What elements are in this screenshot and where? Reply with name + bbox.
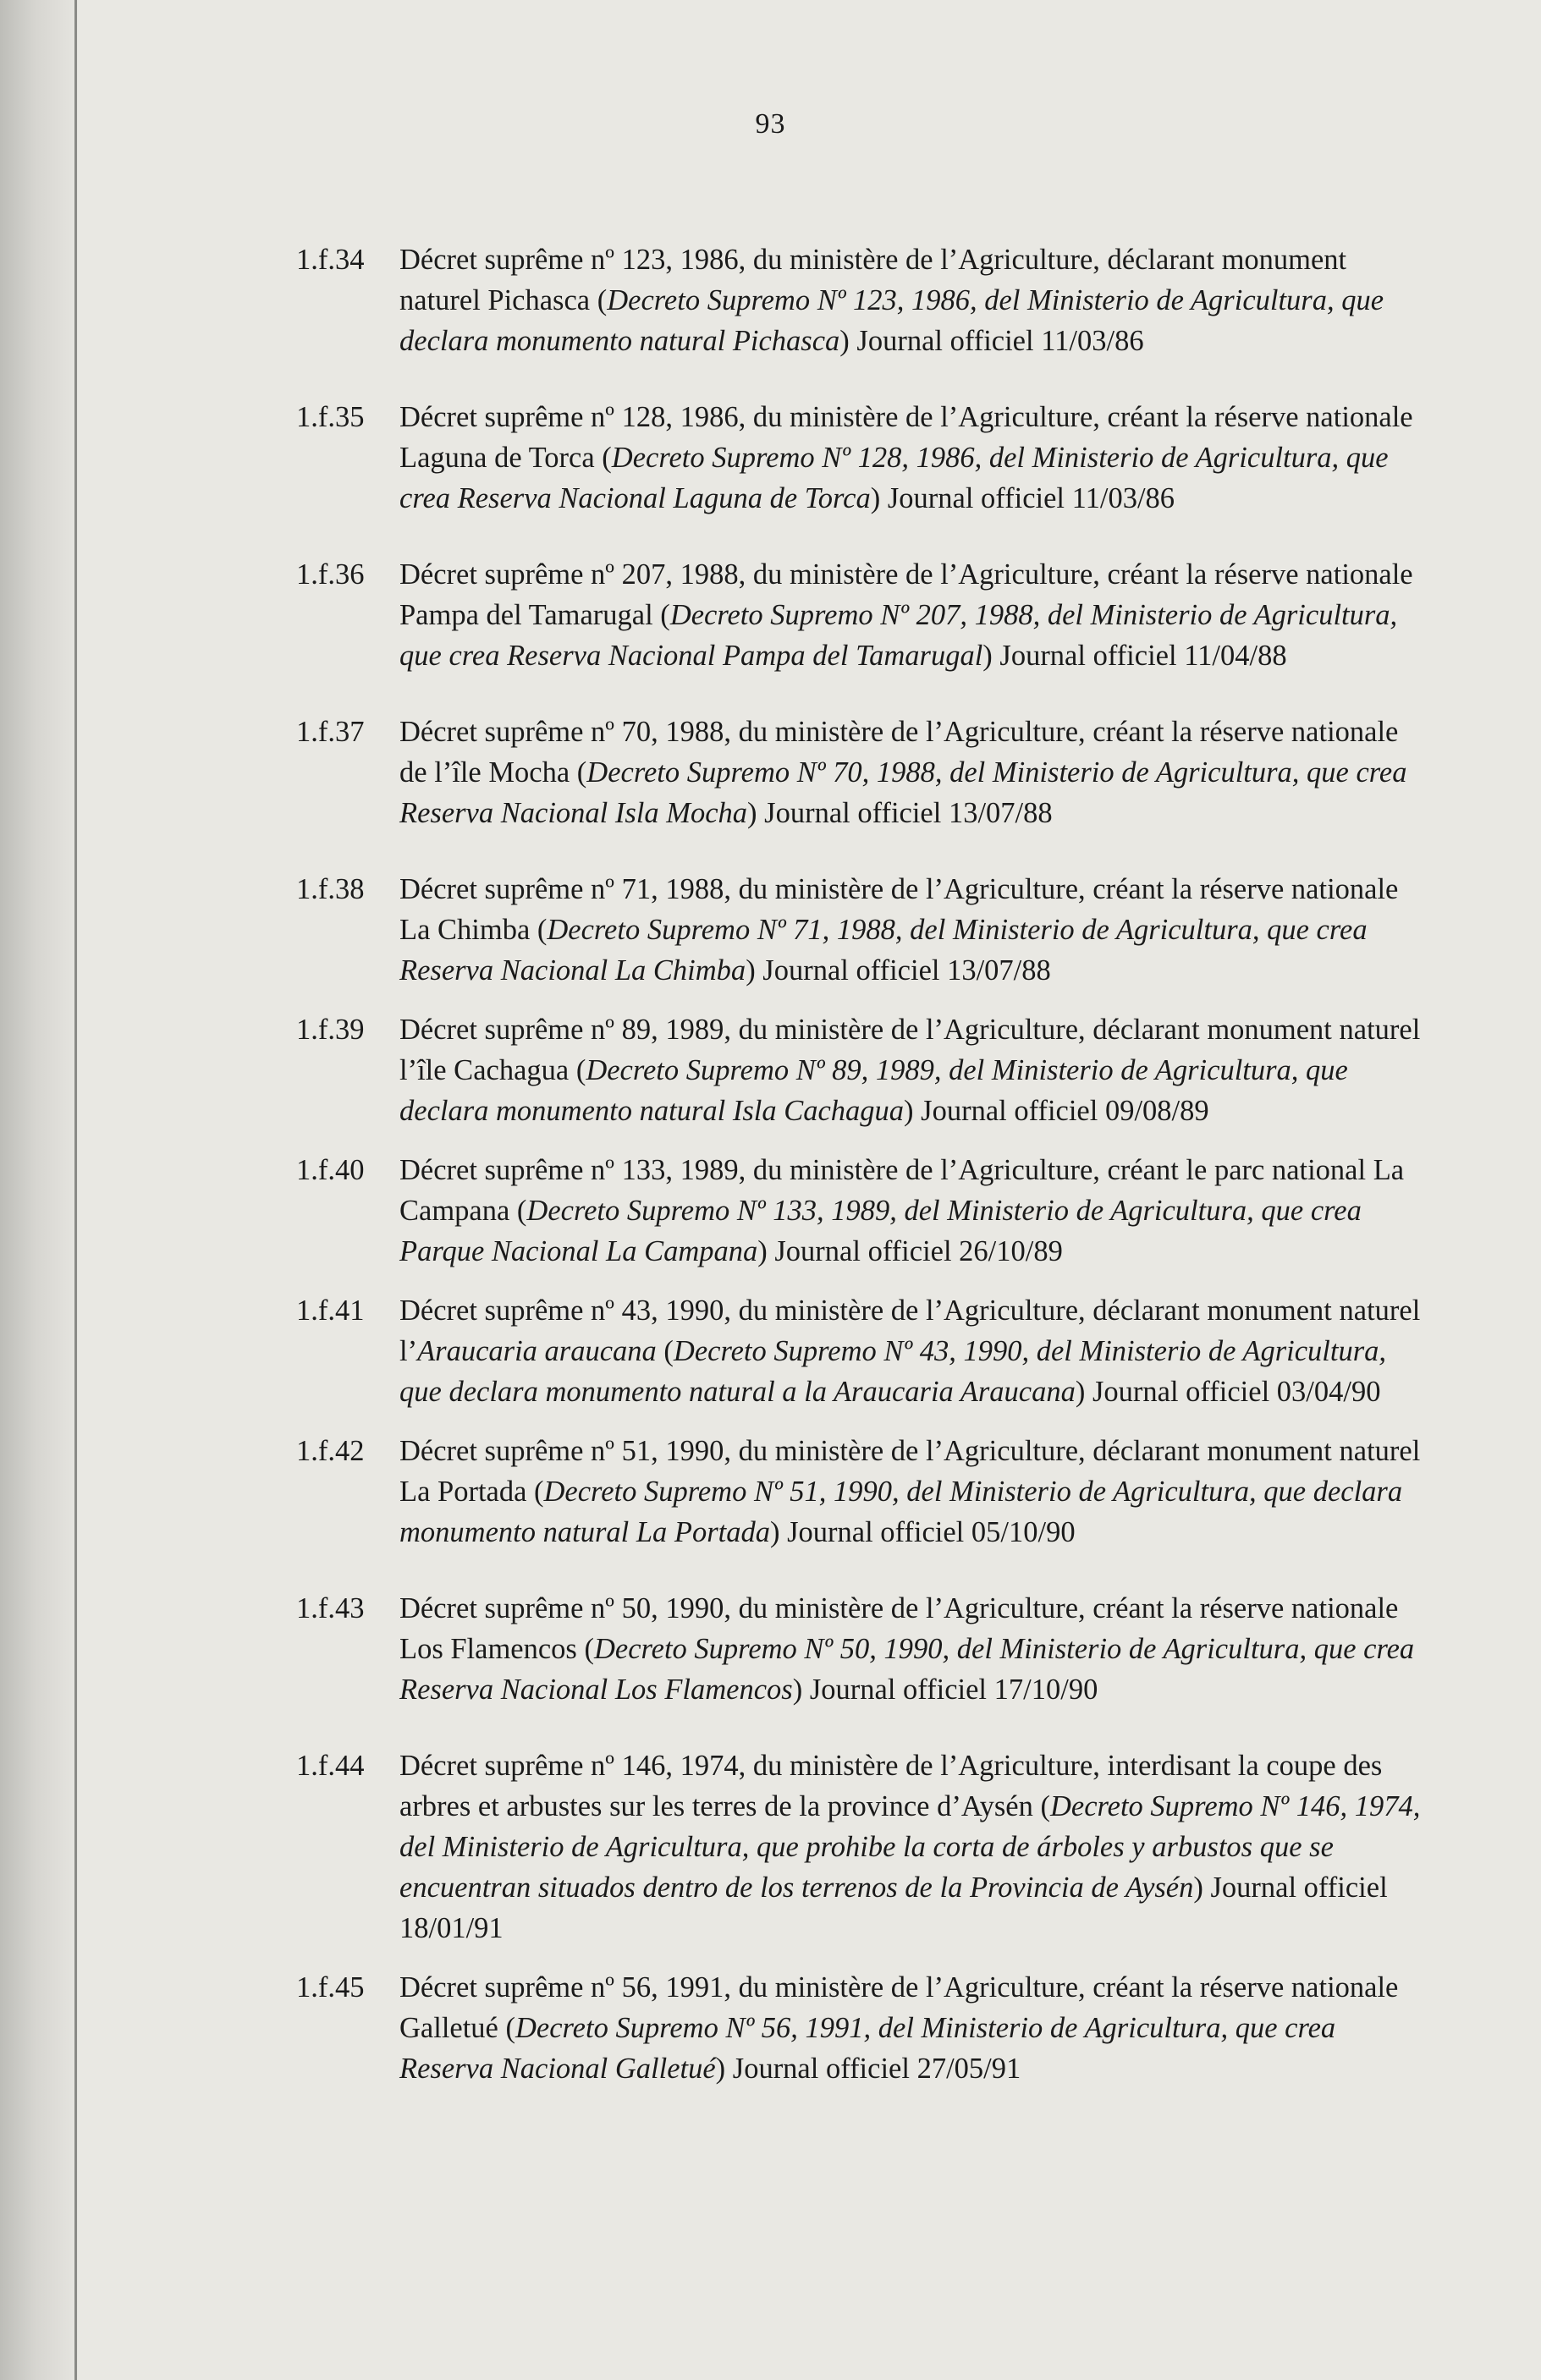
list-item <box>296 397 1422 519</box>
entry-text: Décret suprême nº 50, 1990, du ministère de l’Agriculture, créant la réserve nationale Los Flamencos (Decreto Supremo Nº 50, 1990, del Ministerio de Agricultura, que crea Reserva Nacional Los Flamencos) Journal officiel 17/10/90 <box>399 1592 1415 1706</box>
binding-line <box>74 0 77 2380</box>
entry-number: 1.f.39 <box>296 1014 365 1046</box>
entry-number: 1.f.44 <box>296 1750 365 1782</box>
list-item <box>296 1745 1422 1949</box>
entry-text: Décret suprême nº 43, 1990, du ministère de l’Agriculture, déclarant monument naturel l’Araucaria araucana (Decreto Supremo Nº 43, 1990, del Ministerio de Agricultura, que declara monumento natural a la Araucaria Araucana) Journal officiel 03/04/90 <box>399 1294 1421 1408</box>
entry-number: 1.f.35 <box>296 401 365 433</box>
entry-number: 1.f.37 <box>296 716 365 748</box>
entry-number: 1.f.42 <box>296 1435 365 1467</box>
entry-text: Décret suprême nº 123, 1986, du ministère de l’Agriculture, déclarant monument naturel Pichasca (Decreto Supremo Nº 123, 1986, del Ministerio de Agricultura, que declara monumento natural Pichasca) Journal officiel 11/03/86 <box>399 244 1384 357</box>
page-number: 93 <box>755 108 786 140</box>
entry-text: Décret suprême nº 146, 1974, du ministère de l’Agriculture, interdisant la coupe des arbres et arbustes sur les terres de la province d’Aysén (Decreto Supremo Nº 146, 1974, del Ministerio de Agricultura, que prohibe la corta de árboles y arbustos que se encuentran situados dentro de los terrenos de la Provincia de Aysén) Journal officiel 18/01/91 <box>399 1750 1421 1944</box>
list-item <box>296 712 1422 833</box>
entry-number: 1.f.38 <box>296 873 365 905</box>
list-item <box>296 239 1422 361</box>
list-item <box>296 554 1422 676</box>
entry-text: Décret suprême nº 56, 1991, du ministère de l’Agriculture, créant la réserve nationale Galletué (Decreto Supremo Nº 56, 1991, del Ministerio de Agricultura, que crea Reserva Nacional Galletué) Journal officiel 27/05/91 <box>399 1971 1399 2085</box>
entry-number: 1.f.34 <box>296 244 365 276</box>
list-item <box>296 1290 1422 1412</box>
entry-number: 1.f.40 <box>296 1154 365 1186</box>
entry-text: Décret suprême nº 133, 1989, du ministère de l’Agriculture, créant le parc national La Campana (Decreto Supremo Nº 133, 1989, del Ministerio de Agricultura, que crea Parque Nacional La Campana) Journal officiel 26/10/89 <box>399 1154 1405 1267</box>
page-gutter-shadow <box>0 0 78 2380</box>
entry-number: 1.f.36 <box>296 558 365 591</box>
decree-list <box>296 239 1422 2089</box>
entry-text: Décret suprême nº 70, 1988, du ministère de l’Agriculture, créant la réserve nationale de l’île Mocha (Decreto Supremo Nº 70, 1988, del Ministerio de Agricultura, que crea Reserva Nacional Isla Mocha) Journal officiel 13/07/88 <box>399 716 1407 829</box>
list-item <box>296 1150 1422 1272</box>
list-item <box>296 1967 1422 2089</box>
list-item <box>296 1009 1422 1131</box>
entry-number: 1.f.43 <box>296 1592 365 1624</box>
entry-number: 1.f.45 <box>296 1971 365 2003</box>
entry-text: Décret suprême nº 71, 1988, du ministère de l’Agriculture, créant la réserve nationale La Chimba (Decreto Supremo Nº 71, 1988, del Ministerio de Agricultura, que crea Reserva Nacional La Chimba) Journal officiel 13/07/88 <box>399 873 1399 987</box>
entry-text: Décret suprême nº 128, 1986, du ministère de l’Agriculture, créant la réserve nationale Laguna de Torca (Decreto Supremo Nº 128, 1986, del Ministerio de Agricultura, que crea Reserva Nacional Laguna de Torca) Journal officiel 11/03/86 <box>399 401 1413 514</box>
entry-text: Décret suprême nº 51, 1990, du ministère de l’Agriculture, déclarant monument naturel La Portada (Decreto Supremo Nº 51, 1990, del Ministerio de Agricultura, que declara monumento natural La Portada) Journal officiel 05/10/90 <box>399 1435 1421 1548</box>
list-item <box>296 1588 1422 1710</box>
entry-text: Décret suprême nº 89, 1989, du ministère de l’Agriculture, déclarant monument naturel l’île Cachagua (Decreto Supremo Nº 89, 1989, del Ministerio de Agricultura, que declara monumento natural Isla Cachagua) Journal officiel 09/08/89 <box>399 1014 1421 1127</box>
list-item <box>296 869 1422 991</box>
entry-text: Décret suprême nº 207, 1988, du ministère de l’Agriculture, créant la réserve nationale Pampa del Tamarugal (Decreto Supremo Nº 207, 1988, del Ministerio de Agricultura, que crea Reserva Nacional Pampa del Tamarugal) Journal officiel 11/04/88 <box>399 558 1413 672</box>
entry-number: 1.f.41 <box>296 1294 365 1327</box>
list-item <box>296 1431 1422 1553</box>
